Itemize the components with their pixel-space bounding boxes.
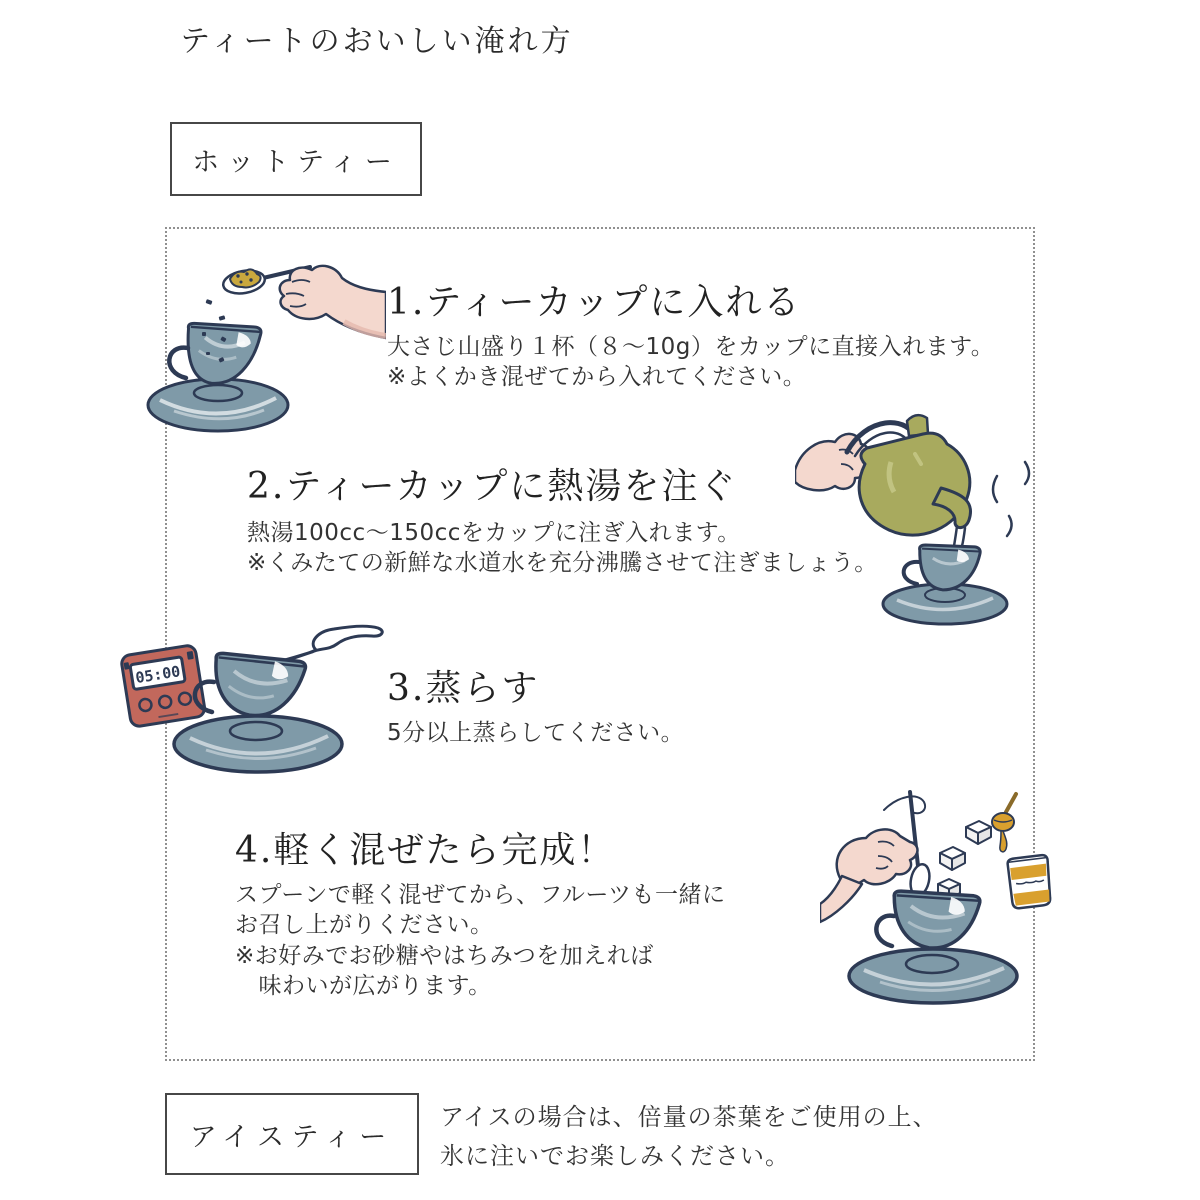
step4-line2: お召し上がりください。: [235, 912, 494, 939]
step4-body: [235, 880, 726, 1001]
step2-line1: 熱湯100cc～150ccをカップに注ぎ入れます。: [247, 520, 741, 546]
step4-line3: ※お好みでお砂糖やはちみつを加えれば: [235, 942, 654, 969]
ice-tea-line1: アイスの場合は、倍量の茶葉をご使用の上、: [440, 1103, 938, 1131]
ice-tea-label-box: [165, 1093, 419, 1175]
illustration-step1-sprinkle-tea-icon: [146, 242, 386, 442]
honey-dipper: [992, 794, 1016, 852]
hand: [795, 434, 869, 490]
step1-body: [387, 332, 994, 393]
ice-tea-line2: 氷に注いでお楽しみください。: [440, 1141, 790, 1170]
kettle: [847, 415, 971, 535]
step1-heading: 1.ティーカップに入れる: [387, 282, 802, 323]
teacup: [876, 882, 980, 955]
saucer: [148, 379, 288, 431]
step4-line4: 味わいが広がります。: [235, 973, 492, 1000]
sugar-cubes: [938, 821, 991, 899]
illustration-step2-kettle-pouring-icon: [795, 392, 1055, 632]
step2-body: [247, 518, 878, 579]
hot-tea-label-box: [170, 122, 422, 196]
ice-tea-note: [440, 1098, 938, 1176]
ice-tea-label: アイスティー: [189, 1121, 395, 1153]
step3-line1: 5分以上蒸らしてください。: [387, 720, 685, 746]
saucer: [174, 716, 342, 772]
teacup: [169, 316, 262, 391]
illustration-step4-stir-and-finish-icon: [820, 780, 1070, 1015]
step2-heading: 2.ティーカップに熱湯を注ぐ: [247, 466, 738, 507]
step1-line1: 大さじ山盛り１杯（８～10g）をカップに直接入れます。: [387, 334, 995, 360]
hand: [280, 266, 386, 338]
stir-motion-line: [884, 796, 925, 813]
steam: [993, 462, 1029, 536]
step3-body: [387, 718, 684, 748]
hot-tea-label: ホットティー: [192, 146, 400, 178]
illustration-step3-timer-and-cup-icon: [106, 598, 396, 783]
step4-line1: スプーンで軽く混ぜてから、フルーツも一緒に: [235, 882, 726, 908]
step2-line2: ※くみたての新鮮な水道水を充分沸騰させて注ぎましょう。: [247, 550, 878, 577]
saucer: [849, 949, 1017, 1003]
step3-heading: 3.蒸らす: [387, 668, 540, 709]
honey-jar: [1007, 854, 1053, 909]
kitchen-timer: [121, 645, 206, 728]
step4-heading: 4.軽く混ぜたら完成！: [235, 830, 616, 871]
page-title: ティートのおいしい淹れ方: [180, 24, 574, 59]
timer-display: 05:00: [134, 662, 182, 688]
teacup: [195, 644, 307, 724]
step1-line2: ※よくかき混ぜてから入れてください。: [387, 364, 807, 391]
